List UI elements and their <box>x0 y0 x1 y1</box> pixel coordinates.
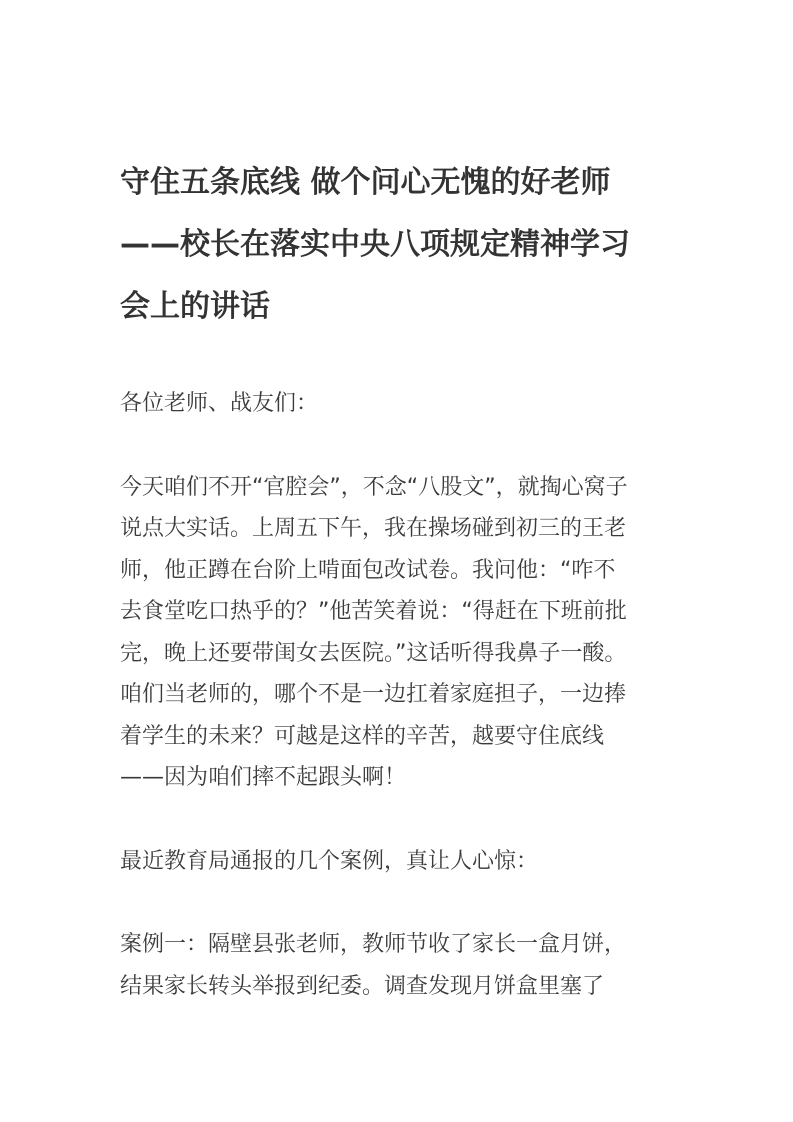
paragraph-line: 结果家长转头举报到纪委。调查发现月饼盒里塞了 <box>120 973 605 999</box>
paragraph-line: 咱们当老师的，哪个不是一边扛着家庭担子，一边捧 <box>120 682 627 707</box>
paragraph-line: 今天咱们不开“官腔会”，不念“八股文”，就掏心窝子 <box>120 474 628 500</box>
document-page <box>120 152 695 1007</box>
title-line: ——校长在落实中央八项规定精神学习 <box>120 227 630 262</box>
paragraph-line: 说点大实话。上周五下午，我在操场碰到初三的王老 <box>120 516 627 541</box>
paragraph-line: 着学生的未来？可越是这样的辛苦，越要守住底线 <box>120 723 605 749</box>
paragraph-case-one <box>120 924 695 1007</box>
paragraph-line: 最近教育局通报的几个案例，真让人心惊： <box>120 848 539 874</box>
paragraph-line: 完，晚上还要带闺女去医院。”这话听得我鼻子一酸。 <box>120 640 627 666</box>
title-line: 守住五条底线 做个问心无愧的好老师 <box>120 165 611 200</box>
paragraph-opening <box>120 467 695 799</box>
paragraph-line: 案例一：隔壁县张老师，教师节收了家长一盒月饼， <box>120 932 627 957</box>
paragraph-line: 师，他正蹲在台阶上啃面包改试卷。我问他：“咋不 <box>120 557 616 583</box>
paragraph-cases-intro <box>120 841 695 883</box>
document-title <box>120 152 695 338</box>
title-line: 会上的讲话 <box>120 289 270 324</box>
salutation <box>120 383 695 425</box>
paragraph-line: 去食堂吃口热乎的？”他苦笑着说：“得赶在下班前批 <box>120 599 627 624</box>
salutation-text: 各位老师、战友们： <box>120 391 319 416</box>
paragraph-line: ——因为咱们摔不起跟头啊！ <box>120 765 407 790</box>
